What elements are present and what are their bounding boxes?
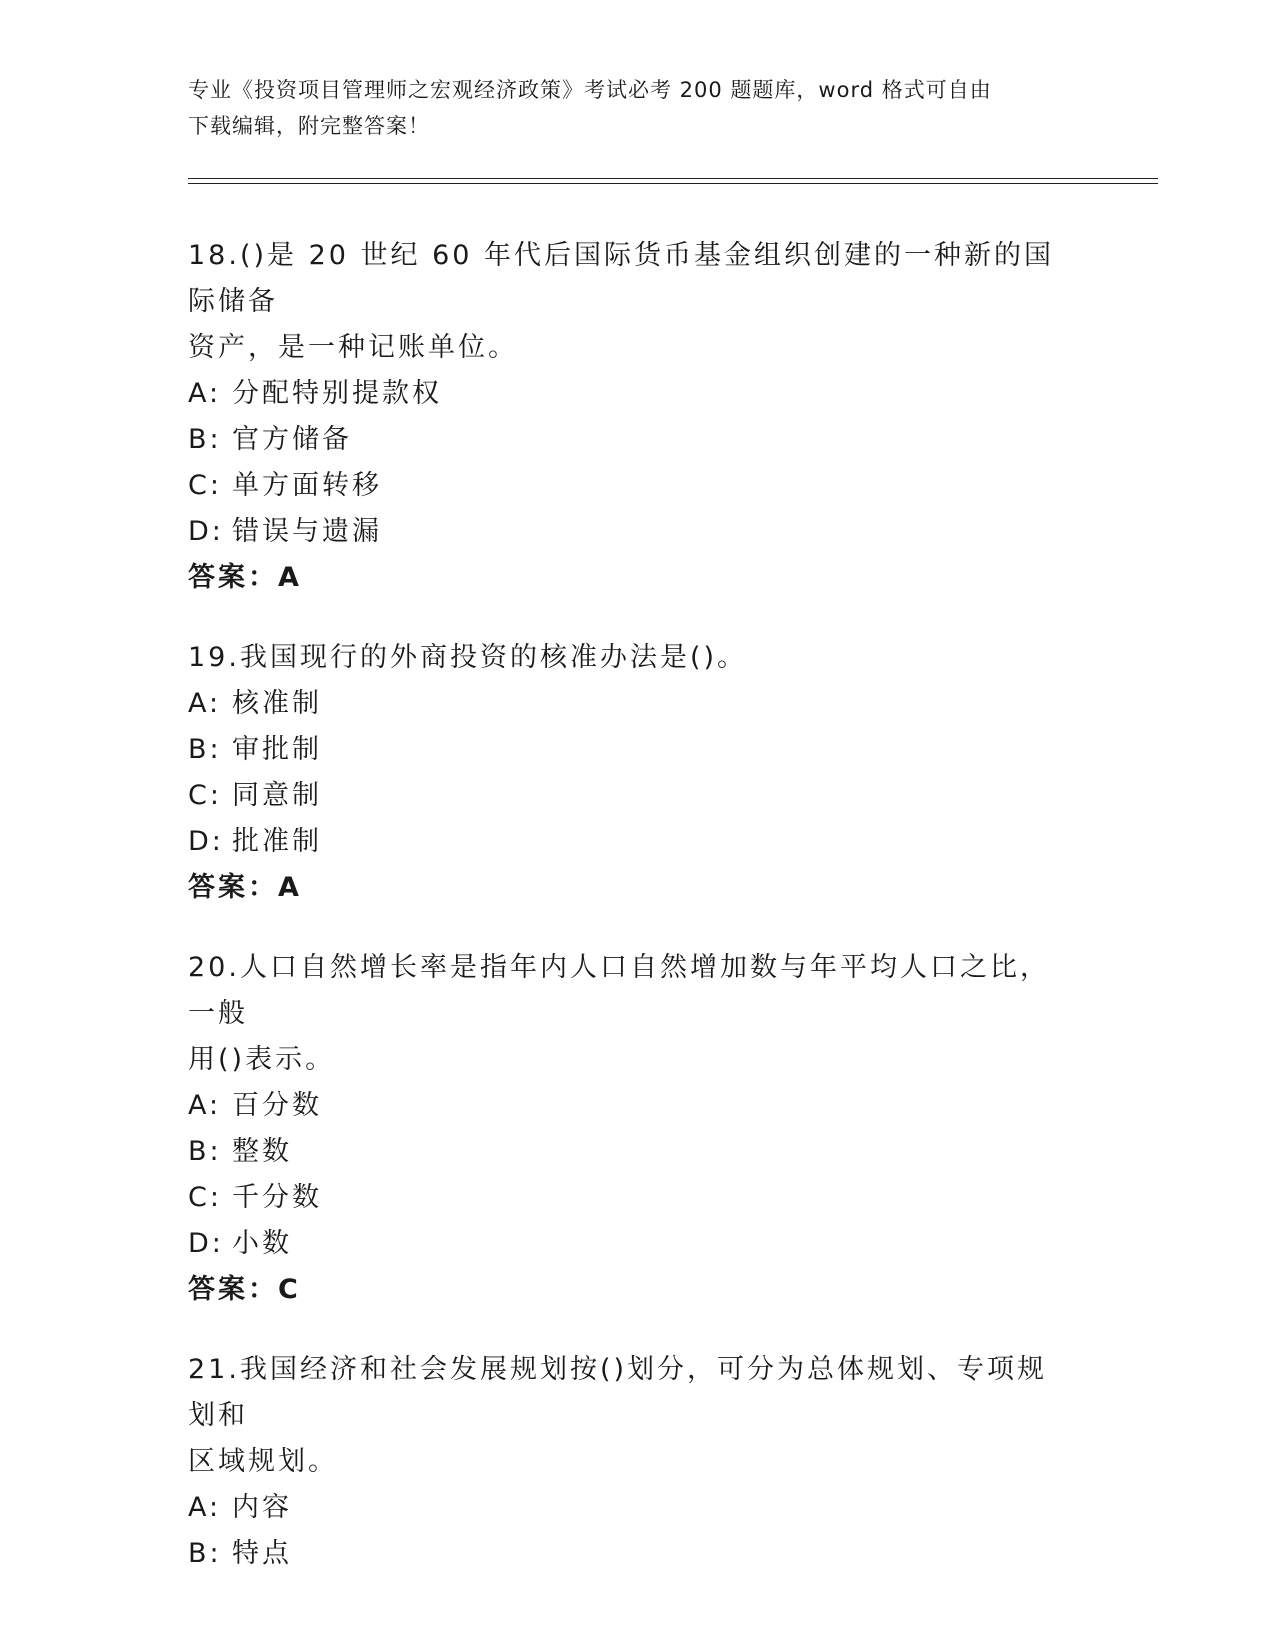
option-b xyxy=(188,1129,1088,1175)
option-text: 官方储备 xyxy=(232,424,352,455)
option-a xyxy=(188,681,1088,727)
answer-line xyxy=(188,1267,1088,1313)
answer-value: A xyxy=(278,872,302,903)
option-text: 批准制 xyxy=(232,826,322,857)
question-20 xyxy=(188,945,1088,1313)
option-text: 错误与遗漏 xyxy=(232,516,382,547)
option-c xyxy=(188,1175,1088,1221)
option-label: D: xyxy=(188,516,224,547)
option-a xyxy=(188,371,1088,417)
answer-label: 答案： xyxy=(188,562,278,593)
option-d xyxy=(188,1221,1088,1267)
option-text: 内容 xyxy=(232,1492,292,1523)
option-label: C: xyxy=(188,470,222,501)
option-text: 核准制 xyxy=(232,688,322,719)
option-text: 单方面转移 xyxy=(232,470,382,501)
question-list xyxy=(188,233,1088,1611)
option-label: A: xyxy=(188,378,222,409)
header-divider-bottom xyxy=(188,183,1158,184)
answer-line xyxy=(188,555,1088,601)
document-header xyxy=(188,72,1088,144)
option-text: 百分数 xyxy=(232,1090,322,1121)
question-21 xyxy=(188,1347,1088,1577)
option-c xyxy=(188,463,1088,509)
option-label: C: xyxy=(188,780,222,811)
option-label: B: xyxy=(188,424,222,455)
answer-label: 答案： xyxy=(188,1274,278,1305)
option-text: 同意制 xyxy=(232,780,322,811)
option-a xyxy=(188,1485,1088,1531)
option-label: C: xyxy=(188,1182,222,1213)
answer-value: A xyxy=(278,562,302,593)
option-d xyxy=(188,819,1088,865)
option-text: 审批制 xyxy=(232,734,322,765)
option-label: A: xyxy=(188,1492,222,1523)
question-19 xyxy=(188,635,1088,911)
option-d xyxy=(188,509,1088,555)
question-18 xyxy=(188,233,1088,601)
header-divider-top xyxy=(188,178,1158,179)
question-text-line: 用()表示。 xyxy=(188,1044,336,1075)
question-text-line: 18.()是 20 世纪 60 年代后国际货币基金组织创建的一种新的国际储备 xyxy=(188,240,1055,317)
option-b xyxy=(188,727,1088,773)
option-label: B: xyxy=(188,1136,222,1167)
option-b xyxy=(188,1531,1088,1577)
answer-value: C xyxy=(278,1274,301,1305)
option-b xyxy=(188,417,1088,463)
header-line-1: 专业《投资项目管理师之宏观经济政策》考试必考 200 题题库，word 格式可自由 xyxy=(188,78,992,102)
option-label: D: xyxy=(188,1228,224,1259)
question-text-line: 区域规划。 xyxy=(188,1446,338,1477)
option-text: 特点 xyxy=(232,1538,292,1569)
option-label: D: xyxy=(188,826,224,857)
option-text: 分配特别提款权 xyxy=(232,378,442,409)
answer-label: 答案： xyxy=(188,872,278,903)
option-label: B: xyxy=(188,1538,222,1569)
option-text: 千分数 xyxy=(232,1182,322,1213)
option-label: B: xyxy=(188,734,222,765)
option-a xyxy=(188,1083,1088,1129)
question-text-line: 资产，是一种记账单位。 xyxy=(188,332,518,363)
option-c xyxy=(188,773,1088,819)
option-label: A: xyxy=(188,688,222,719)
header-line-2: 下载编辑，附完整答案！ xyxy=(188,114,430,138)
option-text: 小数 xyxy=(232,1228,292,1259)
question-text-line: 20.人口自然增长率是指年内人口自然增加数与年平均人口之比，一般 xyxy=(188,952,1050,1029)
answer-line xyxy=(188,865,1088,911)
option-label: A: xyxy=(188,1090,222,1121)
option-text: 整数 xyxy=(232,1136,292,1167)
question-text-line: 21.我国经济和社会发展规划按()划分，可分为总体规划、专项规划和 xyxy=(188,1354,1048,1431)
question-text-line: 19.我国现行的外商投资的核准办法是()。 xyxy=(188,642,748,673)
